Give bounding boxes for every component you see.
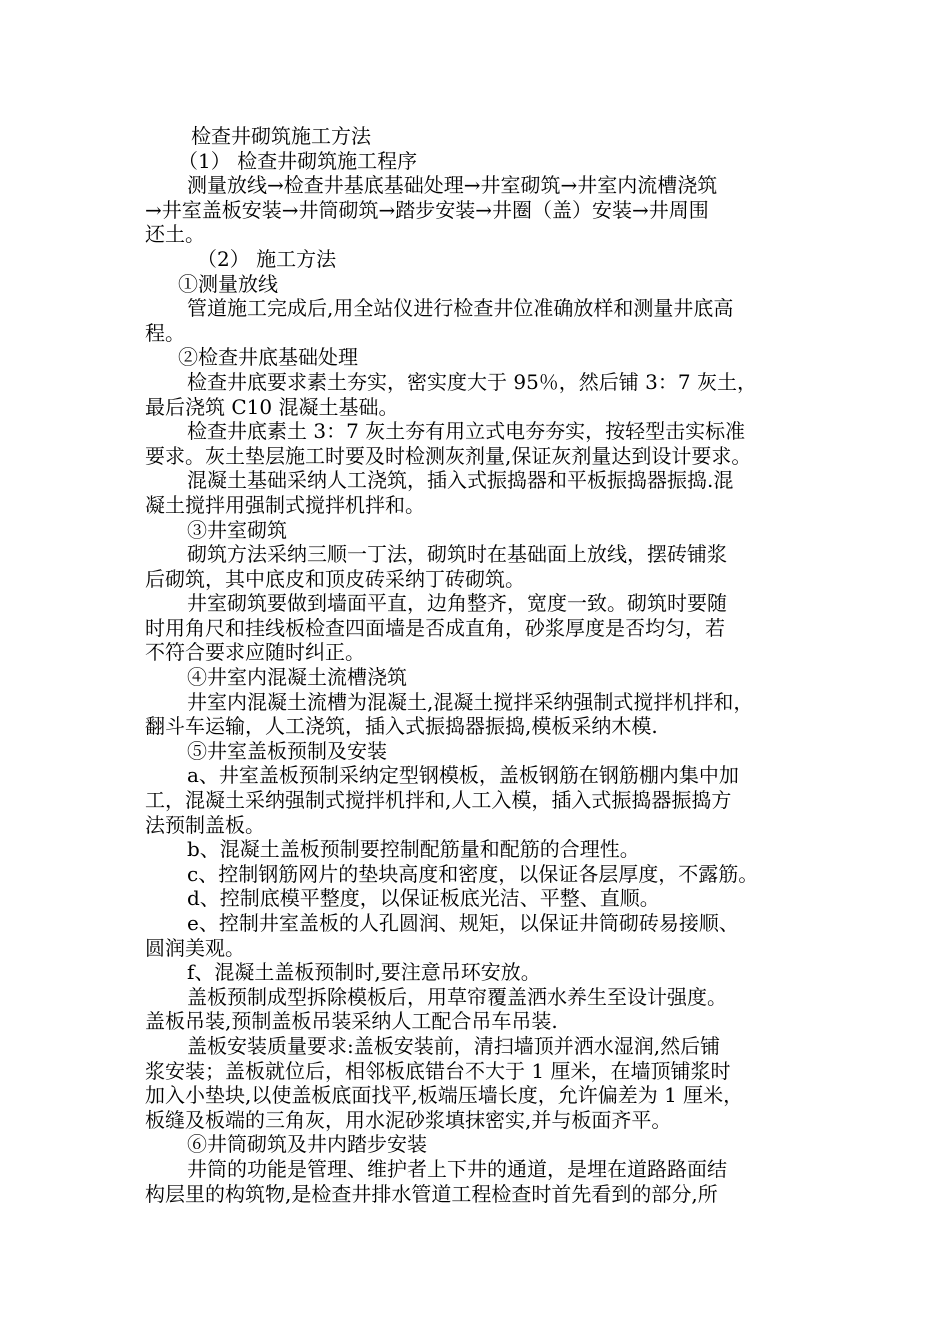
paragraph-line: 构层里的构筑物,是检查井排水管道工程检查时首先看到的部分,所 — [145, 1181, 718, 1206]
paragraph-line: 要求。灰土垫层施工时要及时检测灰剂量,保证灰剂量达到设计要求。 — [145, 443, 752, 468]
paragraph-line: 凝土搅拌用强制式搅拌机拌和。 — [145, 492, 425, 517]
subheading-4: ④井室内混凝土流槽浇筑 — [187, 665, 407, 690]
paragraph-line: 加入小垫块,以使盖板底面找平,板端压墙长度，允许偏差为 1 厘米， — [145, 1083, 744, 1108]
paragraph-line: 井室砌筑要做到墙面平直，边角整齐，宽度一致。砌筑时要随 — [187, 591, 727, 616]
paragraph-line: 测量放线→检查井基底基础处理→井室砌筑→井室内流槽浇筑 — [187, 173, 718, 198]
paragraph-line: 法预制盖板。 — [145, 812, 265, 837]
paragraph-line: 不符合要求应随时纠正。 — [145, 640, 365, 665]
subheading-5: ⑤井室盖板预制及安装 — [187, 738, 387, 763]
document-body — [145, 124, 820, 1206]
paragraph-line: 程。 — [145, 320, 185, 345]
paragraph-line: 圆润美观。 — [145, 935, 245, 960]
paragraph-line: 砌筑方法采纳三顺一丁法，砌筑时在基础面上放线，摆砖铺浆 — [187, 542, 727, 567]
list-item: b、混凝土盖板预制要控制配筋量和配筋的合理性。 — [187, 837, 640, 862]
paragraph-line: 浆安装；盖板就位后，相邻板底错台不大于 1 厘米，在墙顶铺浆时 — [145, 1058, 731, 1083]
paragraph-line: 检查井底素土 3：7 灰土夯有用立式电夯夯实，按轻型击实标准 — [187, 419, 746, 444]
heading-2: （2） 施工方法 — [197, 246, 337, 271]
list-item: e、控制井室盖板的人孔圆润、规矩，以保证井筒砌砖易接顺、 — [187, 911, 739, 935]
paragraph-line: 板缝及板端的三角灰，用水泥砂浆填抹密实,并与板面齐平。 — [145, 1107, 672, 1132]
section-title: 检查井砌筑施工方法 — [191, 124, 371, 148]
paragraph-line: 混凝土基础采纳人工浇筑，插入式振捣器和平板振捣器振捣.混 — [187, 468, 734, 493]
list-item: c、控制钢筋网片的垫块高度和密度，以保证各层厚度，不露筋。 — [187, 861, 759, 886]
paragraph-line: 工，混凝土采纳强制式搅拌机拌和,人工入模，插入式振捣器振捣方 — [145, 788, 732, 813]
paragraph-line: 后砌筑，其中底皮和顶皮砖采纳丁砖砌筑。 — [145, 566, 525, 591]
subheading-6: ⑥井筒砌筑及井内踏步安装 — [187, 1132, 427, 1157]
paragraph-line: 管道施工完成后,用全站仪进行检查井位准确放样和测量井底高 — [187, 296, 734, 321]
paragraph-line: 还土。 — [145, 222, 205, 247]
paragraph-line: 盖板安装质量要求:盖板安装前，清扫墙顶并洒水湿润,然后铺 — [187, 1033, 721, 1058]
list-item: f、混凝土盖板预制时,要注意吊环安放。 — [187, 960, 541, 985]
paragraph-line: 盖板预制成型拆除模板后，用草帘覆盖洒水养生至设计强度。 — [187, 984, 727, 1009]
paragraph-line: 检查井底要求素土夯实，密实度大于 95％，然后铺 3：7 灰土， — [187, 369, 757, 394]
paragraph-line: 井筒的功能是管理、维护者上下井的通道，是埋在道路路面结 — [187, 1156, 727, 1181]
subheading-1: ①测量放线 — [178, 271, 278, 296]
list-item: d、控制底模平整度，以保证板底光洁、平整、直顺。 — [187, 886, 660, 911]
paragraph-line: 最后浇筑 C10 混凝土基础。 — [145, 394, 399, 419]
paragraph-line: 井室内混凝土流槽为混凝土,混凝土搅拌采纳强制式搅拌机拌和， — [187, 689, 754, 714]
paragraph-line: →井室盖板安装→井筒砌筑→踏步安装→井圈（盖）安装→井周围 — [145, 197, 709, 222]
paragraph-line: 翻斗车运输，人工浇筑，插入式振捣器振捣,模板采纳木模. — [145, 714, 658, 739]
heading-1: （1） 检查井砌筑施工程序 — [178, 148, 418, 173]
subheading-2: ②检查井底基础处理 — [178, 345, 358, 370]
paragraph-line: 盖板吊装,预制盖板吊装采纳人工配合吊车吊装. — [145, 1009, 558, 1034]
paragraph-line: 时用角尺和挂线板检查四面墙是否成直角，砂浆厚度是否均匀，若 — [145, 615, 725, 640]
paragraph-line: a、井室盖板预制采纳定型钢模板，盖板钢筋在钢筋棚内集中加 — [187, 763, 739, 788]
subheading-3: ③井室砌筑 — [187, 517, 287, 542]
